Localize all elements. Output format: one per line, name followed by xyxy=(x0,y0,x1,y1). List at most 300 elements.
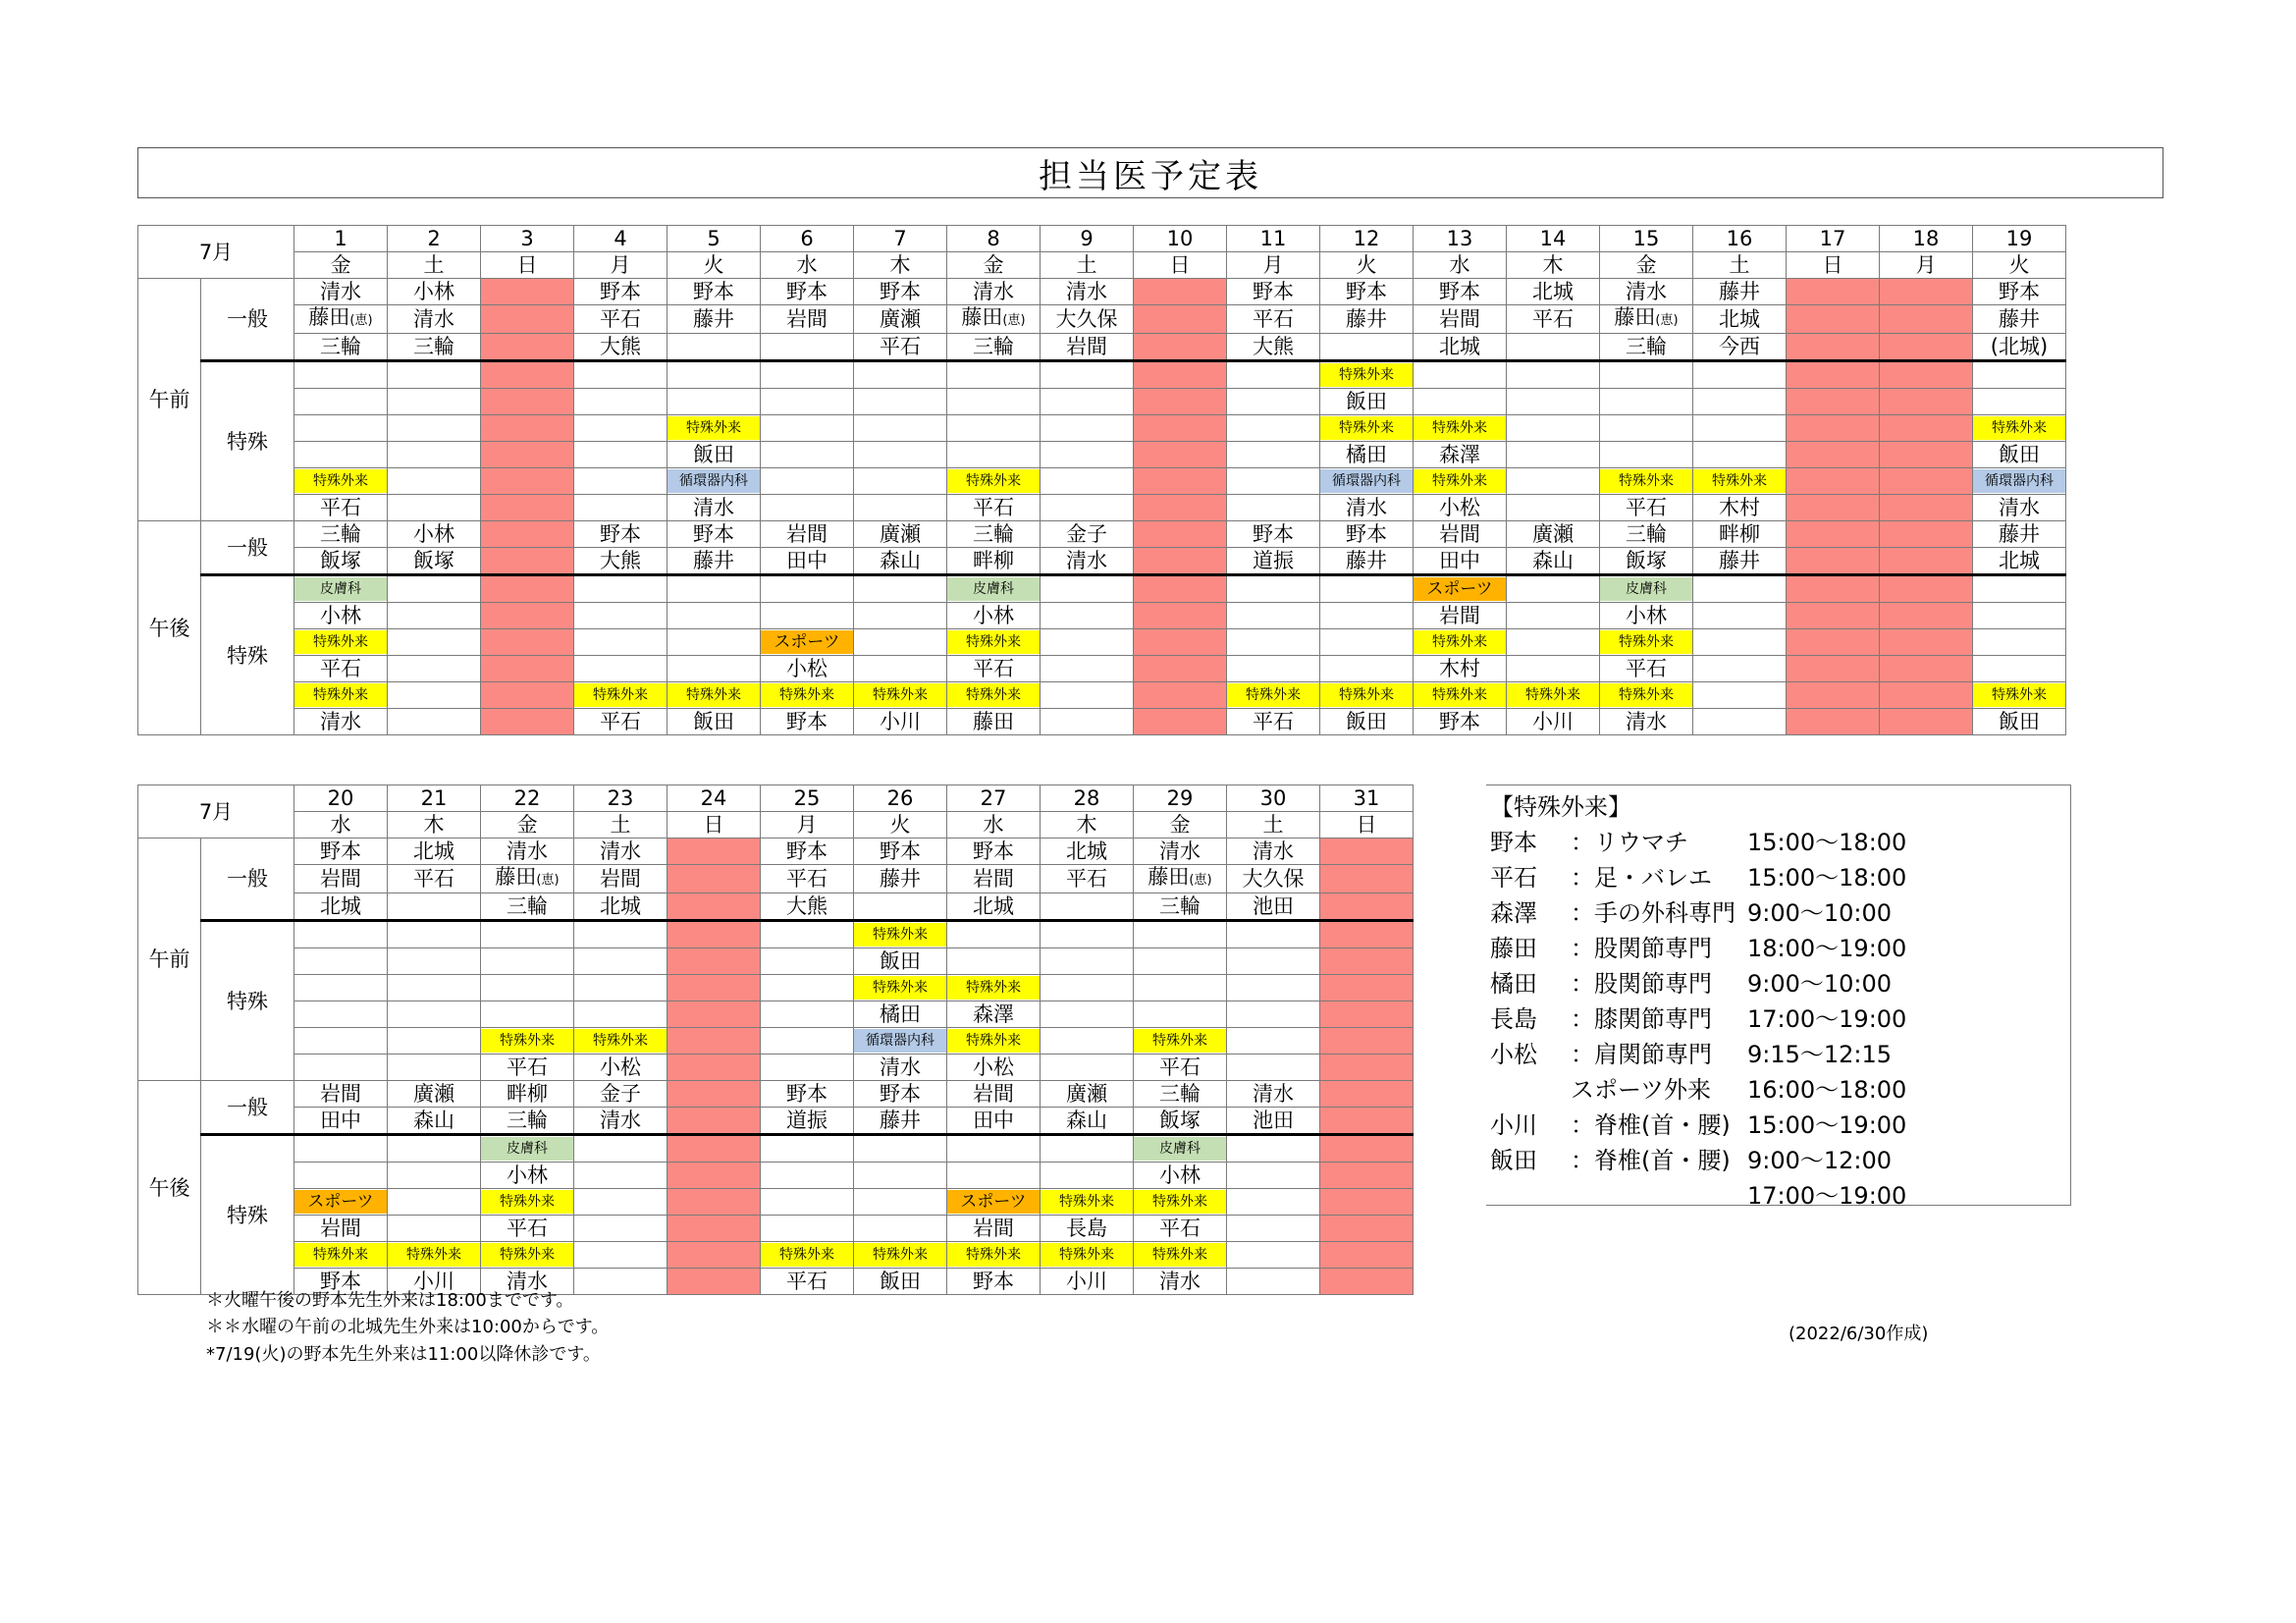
doctor-name: 小川 xyxy=(880,710,921,733)
closed-cell xyxy=(667,1216,761,1242)
doctor-name: 平石 xyxy=(786,867,828,891)
schedule-cell xyxy=(1227,389,1320,415)
schedule-cell xyxy=(294,361,388,389)
doctor-name: 小林 xyxy=(1159,1163,1201,1187)
clinic-time: 18:00～19:00 xyxy=(1747,935,1907,962)
date-cell: 24 xyxy=(667,785,761,812)
am-label: 午前 xyxy=(138,839,201,1081)
schedule-cell xyxy=(574,603,667,629)
doctor-name: 三輪 xyxy=(973,335,1014,358)
schedule-cell xyxy=(1041,1242,1134,1269)
schedule-cell xyxy=(1227,1055,1320,1081)
doctor-name: 森山 xyxy=(880,549,921,572)
schedule-cell xyxy=(1227,839,1320,865)
schedule-cell xyxy=(1600,389,1693,415)
weekday-cell: 土 xyxy=(574,812,667,839)
schedule-cell xyxy=(1600,521,1693,548)
date-cell: 10 xyxy=(1134,226,1227,252)
schedule-cell xyxy=(1227,548,1320,575)
date-cell: 7 xyxy=(854,226,947,252)
schedule-cell xyxy=(1041,1081,1134,1108)
schedule-cell xyxy=(574,921,667,948)
clinic-description: ：脊椎(首・腰) xyxy=(1571,1111,1731,1139)
schedule-cell xyxy=(294,1108,388,1135)
doctor-name: 清水 xyxy=(880,1055,921,1079)
schedule-cell xyxy=(1041,603,1134,629)
special-clinic-tag: 特殊外来 xyxy=(947,683,1040,707)
doctor-name: 平石 xyxy=(320,496,361,519)
weekday-cell: 日 xyxy=(481,252,574,279)
weekday-cell: 火 xyxy=(1320,252,1414,279)
schedule-cell xyxy=(947,921,1041,948)
doctor-name: 北城 xyxy=(1066,839,1107,863)
schedule-cell xyxy=(294,709,388,735)
schedule-cell xyxy=(481,1081,574,1108)
closed-cell xyxy=(1134,361,1227,389)
schedule-cell xyxy=(1320,305,1414,334)
schedule-cell xyxy=(1134,1135,1227,1163)
schedule-cell xyxy=(294,1189,388,1216)
schedule-cell xyxy=(1973,361,2066,389)
special-clinic-tag: 特殊外来 xyxy=(947,1243,1040,1267)
schedule-cell xyxy=(294,521,388,548)
closed-cell xyxy=(1320,1216,1414,1242)
schedule-cell xyxy=(481,975,574,1001)
date-cell: 19 xyxy=(1973,226,2066,252)
closed-cell xyxy=(1880,468,1973,495)
doctor-name: 野本 xyxy=(1346,522,1387,546)
closed-cell xyxy=(481,709,574,735)
schedule-cell xyxy=(294,839,388,865)
schedule-cell xyxy=(1320,629,1414,656)
schedule-cell xyxy=(1973,279,2066,305)
doctor-name: 小川 xyxy=(413,1270,454,1293)
doctor-name: 清水 xyxy=(1159,1270,1201,1293)
special-clinic-tag: 特殊外来 xyxy=(854,923,946,947)
schedule-cell xyxy=(1227,495,1320,521)
schedule-cell xyxy=(1227,1001,1320,1028)
closed-cell xyxy=(1134,442,1227,468)
schedule-cell xyxy=(1507,495,1600,521)
special-label: 特殊 xyxy=(201,1135,294,1295)
schedule-cell xyxy=(1414,442,1507,468)
special-clinic-tag: 特殊外来 xyxy=(761,1243,853,1267)
date-cell: 4 xyxy=(574,226,667,252)
clinic-doctor: 橘田 xyxy=(1490,970,1537,998)
special-clinic-row xyxy=(1490,1001,2070,1037)
schedule-cell xyxy=(574,893,667,921)
weekday-cell: 金 xyxy=(1600,252,1693,279)
date-cell: 2 xyxy=(388,226,481,252)
doctor-name: 大熊 xyxy=(786,894,828,918)
schedule-cell xyxy=(667,521,761,548)
schedule-cell xyxy=(388,1055,481,1081)
doctor-name: 小松 xyxy=(600,1055,641,1079)
schedule-cell xyxy=(1693,495,1787,521)
closed-cell xyxy=(1787,279,1880,305)
schedule-cell xyxy=(1134,1055,1227,1081)
general-label: 一般 xyxy=(201,839,294,921)
doctor-name: 藤井 xyxy=(1346,307,1387,331)
schedule-cell xyxy=(854,1269,947,1295)
sports-tag: スポーツ xyxy=(761,630,853,654)
closed-cell xyxy=(1320,975,1414,1001)
schedule-cell xyxy=(1414,468,1507,495)
schedule-cell xyxy=(1414,389,1507,415)
doctor-name: 藤井 xyxy=(880,1109,921,1132)
closed-cell xyxy=(1787,521,1880,548)
schedule-cell xyxy=(761,629,854,656)
schedule-cell xyxy=(947,548,1041,575)
general-label: 一般 xyxy=(201,1081,294,1135)
doctor-name: 野本 xyxy=(880,839,921,863)
schedule-cell xyxy=(1414,279,1507,305)
special-clinic-tag: 特殊外来 xyxy=(667,416,760,440)
schedule-cell xyxy=(1693,305,1787,334)
schedule-cell xyxy=(1041,975,1134,1001)
schedule-cell xyxy=(854,1108,947,1135)
doctor-name: 野本 xyxy=(1439,710,1480,733)
schedule-cell xyxy=(1973,575,2066,603)
clinic-doctor: 森澤 xyxy=(1490,899,1537,927)
doctor-name: 野本 xyxy=(1253,280,1294,303)
schedule-cell xyxy=(294,865,388,893)
schedule-cell xyxy=(667,389,761,415)
doctor-name: 飯塚 xyxy=(413,549,454,572)
schedule-cell xyxy=(854,575,947,603)
schedule-cell xyxy=(1227,1081,1320,1108)
schedule-cell xyxy=(1227,921,1320,948)
schedule-cell xyxy=(947,361,1041,389)
doctor-name: 野本 xyxy=(786,710,828,733)
doctor-name: 森山 xyxy=(413,1109,454,1132)
special-clinic-tag: 特殊外来 xyxy=(294,469,387,493)
date-cell: 26 xyxy=(854,785,947,812)
schedule-cell xyxy=(761,893,854,921)
dermatology-tag: 皮膚科 xyxy=(294,577,387,601)
weekday-cell: 木 xyxy=(854,252,947,279)
closed-cell xyxy=(1134,495,1227,521)
closed-cell xyxy=(1134,305,1227,334)
weekday-cell: 土 xyxy=(1693,252,1787,279)
schedule-cell xyxy=(1041,575,1134,603)
special-clinic-tag: 特殊外来 xyxy=(1414,416,1506,440)
closed-cell xyxy=(481,334,574,361)
weekday-cell: 火 xyxy=(1973,252,2066,279)
schedule-cell xyxy=(947,1216,1041,1242)
schedule-cell xyxy=(388,495,481,521)
doctor-name: 田中 xyxy=(786,549,828,572)
schedule-cell xyxy=(294,468,388,495)
weekday-cell: 木 xyxy=(1041,812,1134,839)
schedule-cell xyxy=(1973,415,2066,442)
doctor-name: 飯田 xyxy=(1346,390,1387,413)
schedule-cell xyxy=(1693,279,1787,305)
doctor-name: 野本 xyxy=(786,1082,828,1106)
schedule-cell xyxy=(1320,334,1414,361)
schedule-cell xyxy=(947,1081,1041,1108)
doctor-name: 平石 xyxy=(1159,1055,1201,1079)
date-cell: 28 xyxy=(1041,785,1134,812)
date-cell: 20 xyxy=(294,785,388,812)
closed-cell xyxy=(1880,415,1973,442)
closed-cell xyxy=(1320,1135,1414,1163)
schedule-cell xyxy=(574,442,667,468)
doctor-name: 北城 xyxy=(600,894,641,918)
closed-cell xyxy=(667,1001,761,1028)
schedule-cell xyxy=(1600,334,1693,361)
doctor-name: 岩間 xyxy=(320,1217,361,1240)
schedule-cell xyxy=(388,1242,481,1269)
schedule-cell xyxy=(1227,709,1320,735)
weekday-cell: 水 xyxy=(947,812,1041,839)
date-cell: 1 xyxy=(294,226,388,252)
doctor-name: 平石 xyxy=(973,496,1014,519)
schedule-cell xyxy=(574,334,667,361)
schedule-cell xyxy=(947,893,1041,921)
special-clinic-tag: 特殊外来 xyxy=(947,469,1040,493)
schedule-cell xyxy=(761,921,854,948)
schedule-cell xyxy=(294,1081,388,1108)
schedule-cell xyxy=(1041,1055,1134,1081)
schedule-cell xyxy=(947,468,1041,495)
special-clinic-tag: 特殊外来 xyxy=(1134,1029,1226,1053)
closed-cell xyxy=(1320,1163,1414,1189)
schedule-cell xyxy=(854,839,947,865)
schedule-cell xyxy=(1600,709,1693,735)
doctor-name: 清水 xyxy=(1346,496,1387,519)
doctor-name: 藤田(恵) xyxy=(1148,865,1212,889)
doctor-name: 平石 xyxy=(1532,307,1574,331)
weekday-cell: 日 xyxy=(667,812,761,839)
schedule-cell xyxy=(1134,839,1227,865)
schedule-cell xyxy=(1227,361,1320,389)
schedule-cell xyxy=(294,495,388,521)
special-clinic-tag: 特殊外来 xyxy=(1973,416,2065,440)
clinic-time: 15:00～19:00 xyxy=(1747,1111,1907,1139)
doctor-name: 三輪 xyxy=(413,335,454,358)
schedule-cell xyxy=(574,305,667,334)
schedule-cell xyxy=(1134,1081,1227,1108)
doctor-name: 三輪 xyxy=(507,1109,548,1132)
doctor-name: 平石 xyxy=(600,710,641,733)
schedule-cell xyxy=(388,279,481,305)
special-clinic-tag: 特殊外来 xyxy=(1320,683,1413,707)
schedule-cell xyxy=(1973,629,2066,656)
doctor-name: 小林 xyxy=(320,604,361,627)
sports-tag: スポーツ xyxy=(947,1190,1040,1214)
schedule-cell xyxy=(761,521,854,548)
page-title-text: 担当医予定表 xyxy=(1039,156,1262,196)
schedule-cell xyxy=(388,1163,481,1189)
schedule-cell xyxy=(1134,1163,1227,1189)
special-clinic-tag: 特殊外来 xyxy=(854,683,946,707)
sports-tag: スポーツ xyxy=(1414,577,1506,601)
closed-cell xyxy=(1134,548,1227,575)
closed-cell xyxy=(481,442,574,468)
special-clinic-row xyxy=(1490,1072,2070,1108)
doctor-name: 岩間 xyxy=(320,867,361,891)
schedule-cell xyxy=(1041,548,1134,575)
schedule-cell xyxy=(574,839,667,865)
closed-cell xyxy=(1880,442,1973,468)
schedule-cell xyxy=(761,305,854,334)
doctor-name: 廣瀬 xyxy=(880,307,921,331)
weekday-cell: 土 xyxy=(1227,812,1320,839)
closed-cell xyxy=(1787,334,1880,361)
doctor-name: 小林 xyxy=(413,522,454,546)
doctor-name: 大久保 xyxy=(1242,867,1305,891)
date-cell: 6 xyxy=(761,226,854,252)
doctor-name: 道振 xyxy=(1253,549,1294,572)
doctor-name: 小松 xyxy=(1439,496,1480,519)
doctor-name: 野本 xyxy=(786,280,828,303)
schedule-cell xyxy=(1227,468,1320,495)
schedule-cell xyxy=(761,575,854,603)
doctor-name: 畔柳 xyxy=(973,549,1014,572)
schedule-cell xyxy=(574,1163,667,1189)
closed-cell xyxy=(1320,1189,1414,1216)
schedule-cell xyxy=(1414,629,1507,656)
schedule-cell xyxy=(761,975,854,1001)
special-clinic-tag: 特殊外来 xyxy=(1507,683,1599,707)
schedule-cell xyxy=(1507,361,1600,389)
doctor-name: 岩間 xyxy=(786,522,828,546)
schedule-cell xyxy=(1973,548,2066,575)
closed-cell xyxy=(481,305,574,334)
schedule-cell xyxy=(854,521,947,548)
schedule-cell xyxy=(481,893,574,921)
weekday-cell: 金 xyxy=(1134,812,1227,839)
clinic-time: 16:00～18:00 xyxy=(1747,1076,1907,1104)
doctor-name: 飯田 xyxy=(880,1270,921,1293)
cardiology-tag: 循環器内科 xyxy=(854,1029,946,1053)
note-3: *7/19(火)の野本先生外来は11:00以降休診です。 xyxy=(206,1344,601,1365)
schedule-cell xyxy=(294,1242,388,1269)
date-cell: 22 xyxy=(481,785,574,812)
schedule-cell xyxy=(294,334,388,361)
weekday-cell: 日 xyxy=(1134,252,1227,279)
schedule-cell xyxy=(1600,495,1693,521)
weekday-cell: 日 xyxy=(1787,252,1880,279)
closed-cell xyxy=(1134,521,1227,548)
schedule-cell xyxy=(761,361,854,389)
closed-cell xyxy=(1134,334,1227,361)
special-clinic-tag: 特殊外来 xyxy=(1693,469,1786,493)
schedule-cell xyxy=(1227,1163,1320,1189)
schedule-cell xyxy=(574,548,667,575)
closed-cell xyxy=(1880,575,1973,603)
special-clinic-list xyxy=(1490,825,2070,1214)
doctor-name: 藤田(恵) xyxy=(495,865,560,889)
schedule-cell xyxy=(1320,548,1414,575)
schedule-cell xyxy=(1041,1135,1134,1163)
schedule-cell xyxy=(388,1189,481,1216)
general-label: 一般 xyxy=(201,279,294,361)
doctor-name: 岩間 xyxy=(320,1082,361,1106)
schedule-cell xyxy=(947,709,1041,735)
schedule-cell xyxy=(1414,495,1507,521)
doctor-name: 田中 xyxy=(973,1109,1014,1132)
doctor-name: 野本 xyxy=(973,839,1014,863)
schedule-cell xyxy=(574,1269,667,1295)
schedule-cell xyxy=(574,1216,667,1242)
schedule-cell xyxy=(854,279,947,305)
schedule-cell xyxy=(294,682,388,709)
doctor-name: 清水 xyxy=(507,1270,548,1293)
general-label: 一般 xyxy=(201,521,294,575)
schedule-cell xyxy=(1041,361,1134,389)
schedule-cell xyxy=(1041,893,1134,921)
special-label: 特殊 xyxy=(201,361,294,521)
doctor-name: 平石 xyxy=(1626,496,1667,519)
doctor-name: 清水 xyxy=(1066,549,1107,572)
schedule-cell xyxy=(947,1055,1041,1081)
closed-cell xyxy=(1787,575,1880,603)
schedule-cell xyxy=(1041,629,1134,656)
special-clinic-row xyxy=(1490,1143,2070,1178)
schedule-cell xyxy=(854,893,947,921)
schedule-cell xyxy=(947,975,1041,1001)
doctor-name: 飯田 xyxy=(880,949,921,973)
schedule-cell xyxy=(1320,575,1414,603)
special-clinic-tag: 特殊外来 xyxy=(1320,416,1413,440)
closed-cell xyxy=(1320,1108,1414,1135)
schedule-cell xyxy=(481,921,574,948)
doctor-name: 廣瀬 xyxy=(880,522,921,546)
special-clinic-tag: 特殊外来 xyxy=(1973,683,2065,707)
schedule-cell xyxy=(388,334,481,361)
closed-cell xyxy=(481,495,574,521)
closed-cell xyxy=(1320,1242,1414,1269)
doctor-name: 野本 xyxy=(600,280,641,303)
schedule-cell xyxy=(1227,1135,1320,1163)
special-clinic-tag: 特殊外来 xyxy=(1600,683,1692,707)
schedule-cell xyxy=(1600,361,1693,389)
sports-tag: スポーツ xyxy=(294,1190,387,1214)
special-clinic-tag: 特殊外来 xyxy=(947,1029,1040,1053)
schedule-cell xyxy=(1600,603,1693,629)
doctor-name: 岩間 xyxy=(973,1217,1014,1240)
schedule-cell xyxy=(388,1028,481,1055)
doctor-name: 森澤 xyxy=(1439,443,1480,466)
doctor-name: 平石 xyxy=(507,1055,548,1079)
weekday-cell: 土 xyxy=(388,252,481,279)
schedule-cell xyxy=(1041,305,1134,334)
doctor-name: 野本 xyxy=(880,1082,921,1106)
schedule-cell xyxy=(1693,709,1787,735)
closed-cell xyxy=(1787,361,1880,389)
schedule-cell xyxy=(294,305,388,334)
schedule-cell xyxy=(854,1163,947,1189)
doctor-name: 小林 xyxy=(413,280,454,303)
schedule-cell xyxy=(854,1081,947,1108)
doctor-name: 飯田 xyxy=(693,710,734,733)
schedule-cell xyxy=(667,629,761,656)
schedule-cell xyxy=(1227,656,1320,682)
schedule-cell xyxy=(388,948,481,975)
doctor-name: 平石 xyxy=(507,1217,548,1240)
clinic-description: ：股関節専門 xyxy=(1571,935,1712,962)
closed-cell xyxy=(1134,279,1227,305)
schedule-cell xyxy=(574,656,667,682)
schedule-cell xyxy=(1973,495,2066,521)
doctor-name: 清水 xyxy=(1253,839,1294,863)
schedule-cell xyxy=(761,709,854,735)
schedule-cell xyxy=(574,1081,667,1108)
doctor-name: 野本 xyxy=(1999,280,2040,303)
doctor-name: 清水 xyxy=(1999,496,2040,519)
